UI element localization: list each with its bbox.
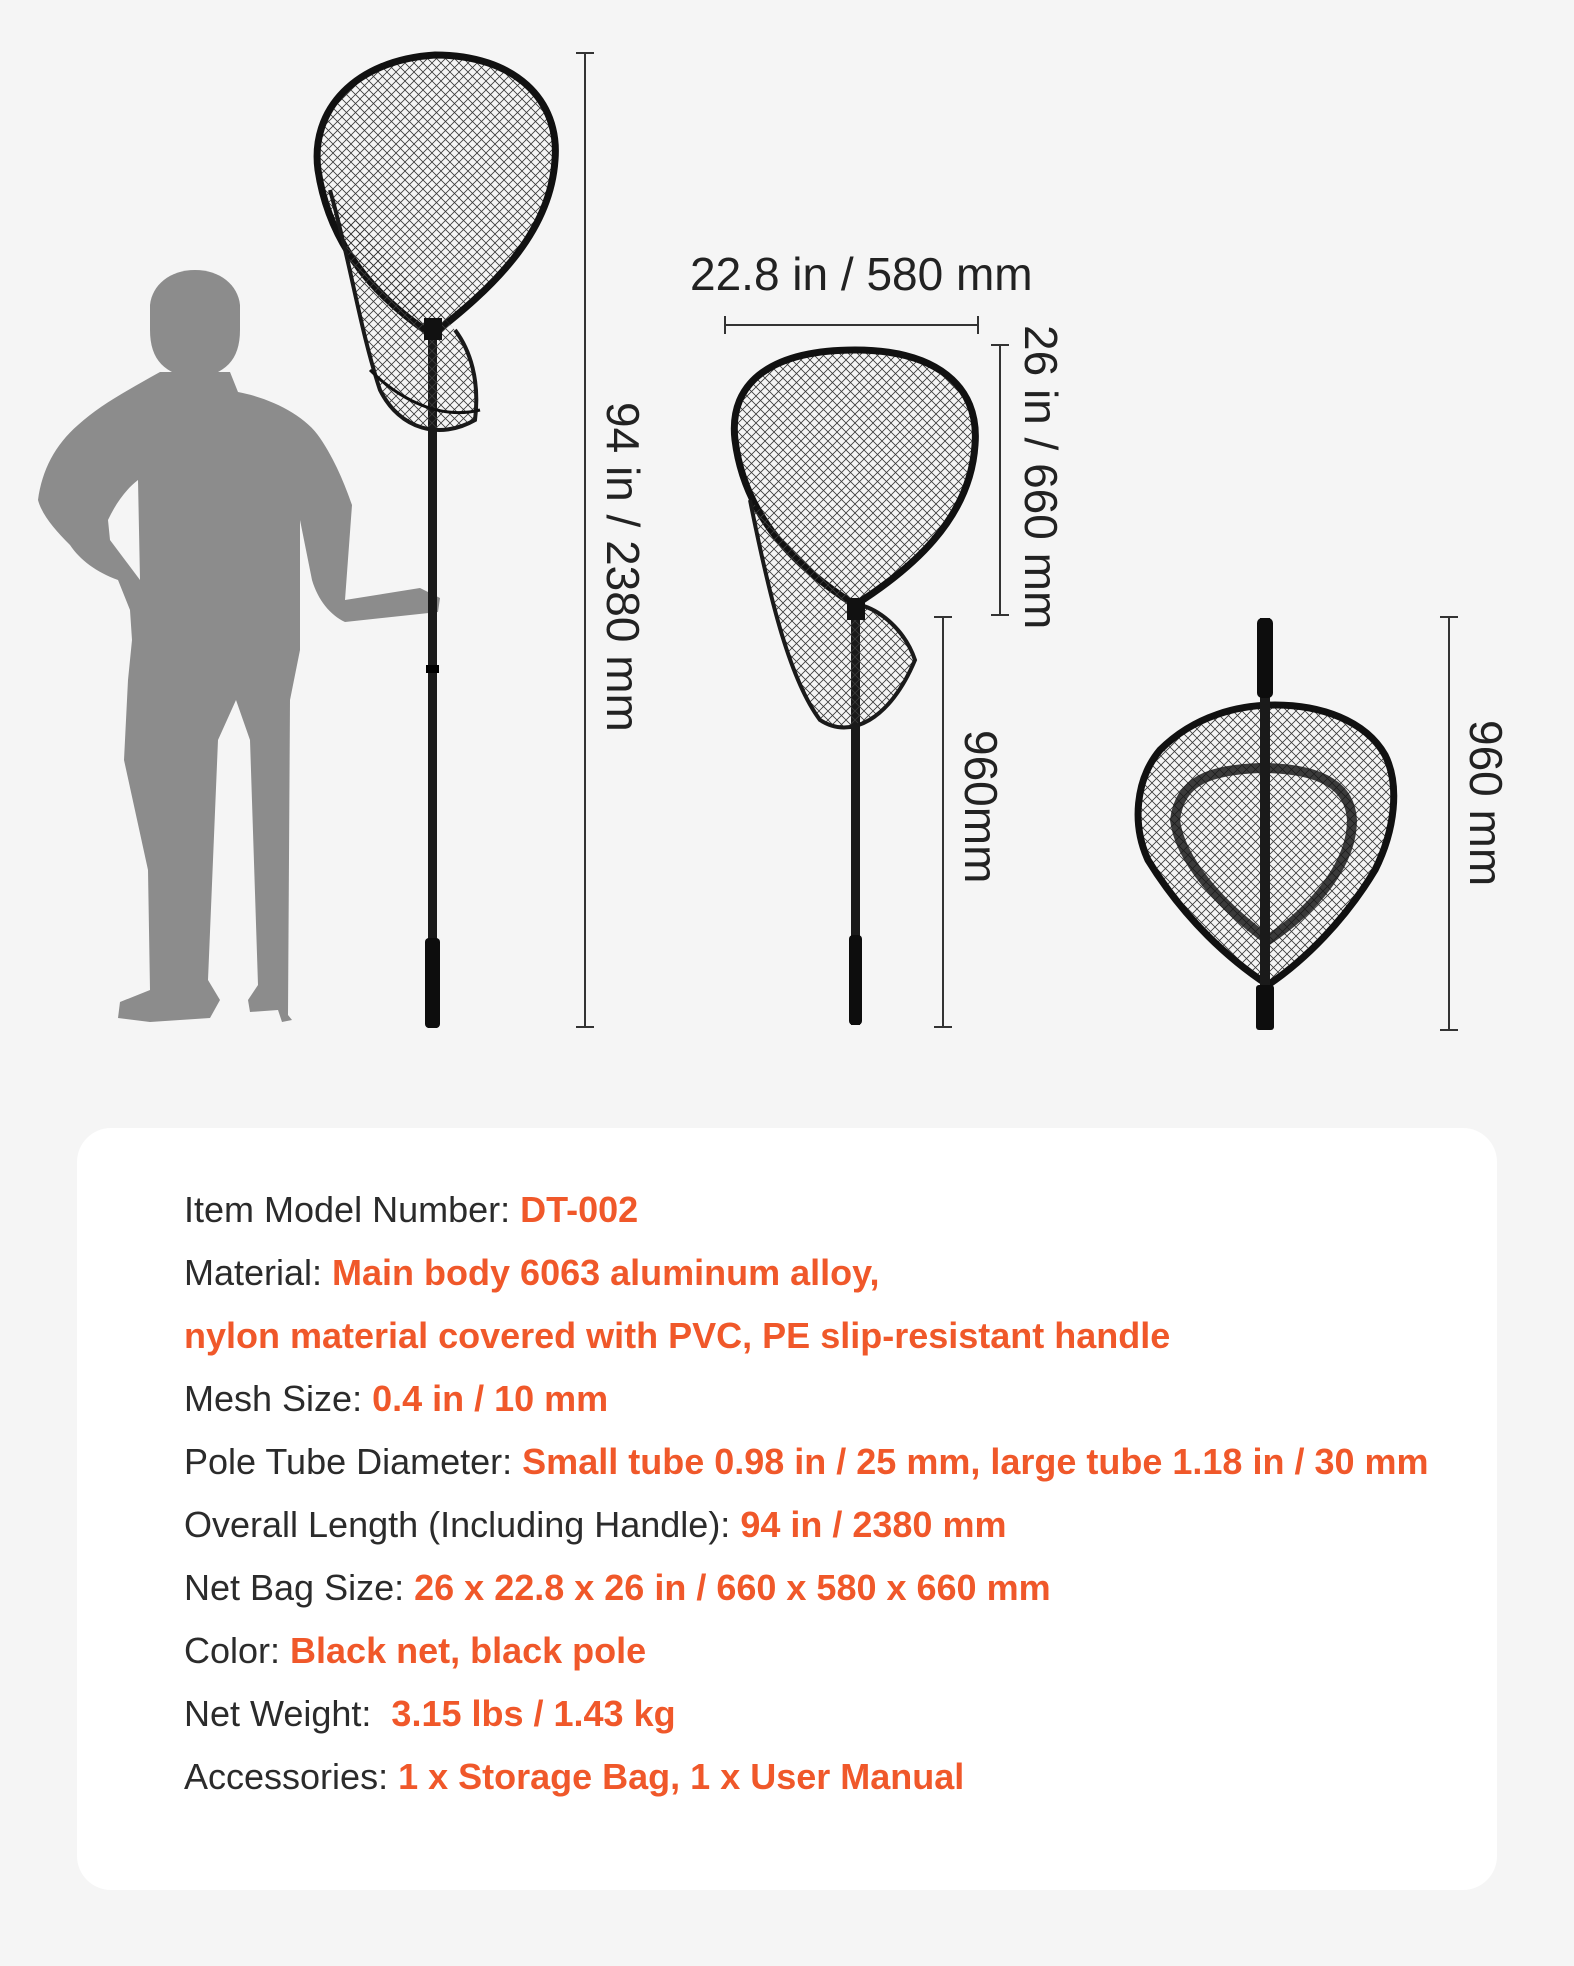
pole-length-dimension-line xyxy=(934,617,952,1027)
net-width-label: 22.8 in / 580 mm xyxy=(690,248,1033,300)
spec-label: Accessories: xyxy=(184,1756,399,1797)
spec-value: nylon material covered with PVC, PE slip-resistant handle xyxy=(184,1315,1171,1356)
pole-length-label: 960mm xyxy=(955,730,1007,884)
height-dimension-line xyxy=(576,53,594,1027)
spec-mesh-size xyxy=(184,1367,1429,1430)
net-illustration-folded xyxy=(1138,618,1394,1030)
spec-value: 1 x Storage Bag, 1 x User Manual xyxy=(398,1756,965,1797)
spec-label: Item Model Number: xyxy=(184,1189,521,1230)
spec-accessories xyxy=(184,1745,1429,1808)
spec-value: DT-002 xyxy=(520,1189,639,1230)
spec-pole-tube-diameter xyxy=(184,1430,1429,1493)
spec-label: Net Bag Size: xyxy=(184,1567,415,1608)
net-depth-dimension-line xyxy=(991,345,1009,615)
spec-value: 26 x 22.8 x 26 in / 660 x 580 x 660 mm xyxy=(414,1567,1051,1608)
spec-value: 3.15 lbs / 1.43 kg xyxy=(391,1693,676,1734)
specifications-list xyxy=(184,1178,1429,1808)
spec-label: Overall Length (Including Handle): xyxy=(184,1504,741,1545)
spec-label: Pole Tube Diameter: xyxy=(184,1441,523,1482)
spec-label: Net Weight: xyxy=(184,1693,392,1734)
spec-net-weight xyxy=(184,1682,1429,1745)
spec-material-continued xyxy=(184,1304,1429,1367)
width-dimension-line xyxy=(725,316,978,334)
spec-net-bag-size xyxy=(184,1556,1429,1619)
spec-label: Color: xyxy=(184,1630,291,1671)
net-illustration-middle xyxy=(734,350,975,1025)
spec-value: Main body 6063 aluminum alloy, xyxy=(332,1252,880,1293)
folded-length-label: 960 mm xyxy=(1460,720,1512,887)
spec-value: Black net, black pole xyxy=(290,1630,647,1671)
overall-height-label: 94 in / 2380 mm xyxy=(597,402,649,732)
net-illustration-extended xyxy=(317,55,555,1028)
spec-color xyxy=(184,1619,1429,1682)
net-depth-label: 26 in / 660 mm xyxy=(1015,325,1067,630)
spec-value: 0.4 in / 10 mm xyxy=(372,1378,609,1419)
spec-value: Small tube 0.98 in / 25 mm, large tube 1.18 in / 30 mm xyxy=(522,1441,1429,1482)
spec-item-model-number xyxy=(184,1178,1429,1241)
spec-overall-length xyxy=(184,1493,1429,1556)
spec-value: 94 in / 2380 mm xyxy=(740,1504,1007,1545)
spec-material xyxy=(184,1241,1429,1304)
spec-label: Mesh Size: xyxy=(184,1378,373,1419)
specifications-card xyxy=(77,1128,1497,1890)
spec-label: Material: xyxy=(184,1252,333,1293)
folded-length-dimension-line xyxy=(1440,617,1458,1030)
